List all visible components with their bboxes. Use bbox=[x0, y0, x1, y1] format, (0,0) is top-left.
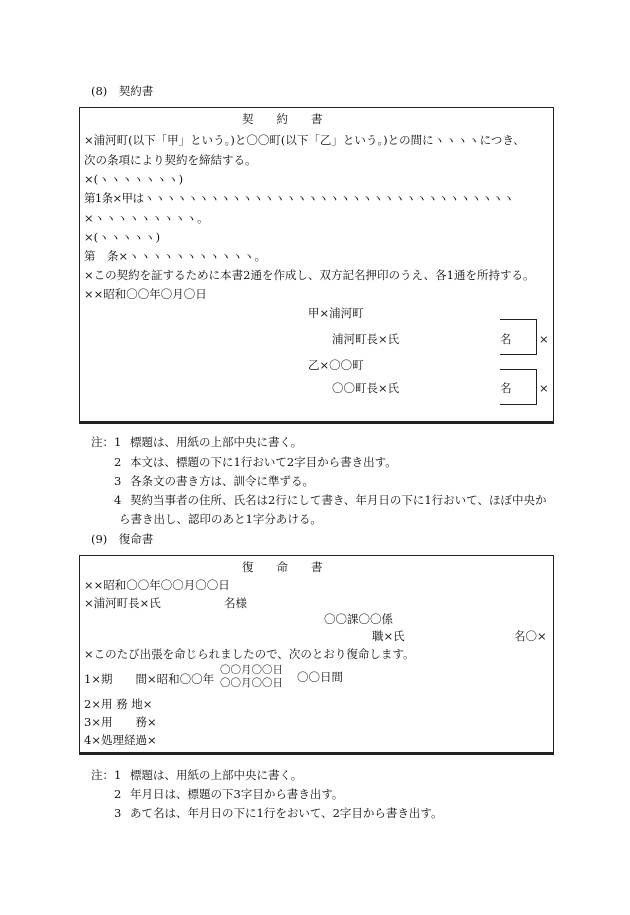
report-department: 〇〇課〇〇係 bbox=[324, 612, 393, 626]
contract-article-n: 第 条×ヽヽヽヽヽヽヽヽヽヽヽ。 bbox=[84, 249, 267, 263]
notes-9-item-1: 標題は、用紙の上部中央に書く。 bbox=[130, 768, 303, 782]
report-title: 復 命 書 bbox=[242, 560, 323, 574]
party-b-address: 乙×〇〇町 bbox=[308, 358, 364, 372]
party-b-seal-tick-bottom bbox=[500, 404, 506, 405]
section-8-heading: (8) 契約書 bbox=[91, 84, 154, 98]
contract-line-5: ×ヽヽヽヽヽヽヽヽヽ。 bbox=[84, 211, 209, 225]
party-b-seal-name: 名 bbox=[500, 381, 512, 395]
contract-date: ××昭和〇〇年〇月〇日 bbox=[84, 287, 207, 301]
party-b-seal-tick-top bbox=[500, 369, 506, 370]
contract-form-bottom-rule bbox=[79, 421, 554, 424]
party-a-representative: 浦河町長×氏 bbox=[332, 332, 400, 346]
notes-8-item-3-num: 3 bbox=[114, 474, 122, 488]
contract-line-1: ×浦河町(以下「甲」という。)と〇〇町(以下「乙」という。)との間にヽヽヽヽにつき、 bbox=[84, 133, 525, 147]
report-intro: ×このたび出張を命じられましたので、次のとおり復命します。 bbox=[84, 647, 415, 661]
contract-proof-line: ×この契約を証するために本書2通を作成し、双方記名押印のうえ、各1通を所持する。 bbox=[84, 268, 535, 282]
report-period-label: 1×期 間×昭和〇〇年 bbox=[84, 672, 215, 686]
party-a-seal-name: 名 bbox=[500, 332, 512, 346]
notes-8-item-4-num: 4 bbox=[114, 493, 122, 507]
party-a-seal-cross: × bbox=[539, 332, 549, 346]
report-period-to: 〇〇月〇〇日 bbox=[220, 677, 283, 689]
party-b-seal-cross: × bbox=[539, 381, 549, 395]
notes-9-item-2: 年月日は、標題の下3字目から書き出す。 bbox=[130, 787, 344, 801]
notes-9-item-2-num: 2 bbox=[114, 787, 122, 801]
notes-8-item-2-num: 2 bbox=[114, 455, 122, 469]
party-a-address: 甲×浦河町 bbox=[308, 306, 364, 320]
notes-8-item-4: 契約当事者の住所、氏名は2行にして書き、年月日の下に1行おいて、ほぼ中央か bbox=[130, 493, 547, 507]
report-process: 4×処理経過× bbox=[84, 733, 157, 747]
section-9-heading: (9) 復命書 bbox=[91, 532, 154, 546]
notes-8-item-2: 本文は、標題の下に1行おいて2字目から書き出す。 bbox=[130, 455, 397, 469]
party-b-representative: 〇〇町長×氏 bbox=[332, 381, 400, 395]
notes-9-item-1-num: 1 bbox=[114, 768, 122, 782]
report-name-mark: 名〇× bbox=[514, 629, 547, 643]
report-date: ××昭和〇〇年〇〇月〇〇日 bbox=[84, 578, 230, 592]
notes-9-item-3: あて名は、年月日の下に1行をおいて、2字目から書き出す。 bbox=[130, 806, 443, 820]
report-addressee-suffix: 名様 bbox=[224, 596, 247, 610]
notes-9-item-3-num: 3 bbox=[114, 806, 122, 820]
party-b-seal-box bbox=[504, 369, 537, 405]
contract-title: 契 約 書 bbox=[242, 112, 323, 126]
contract-line-3: ×(ヽヽヽヽヽヽヽ) bbox=[84, 172, 184, 186]
contract-line-6: ×(ヽヽヽヽヽ) bbox=[84, 230, 161, 244]
report-duty-location: 2×用 務 地× bbox=[84, 697, 153, 711]
report-period-days: 〇〇日間 bbox=[297, 670, 343, 684]
notes-8-lead: 注：1 bbox=[91, 435, 122, 449]
notes-8-item-1-num: 1 bbox=[114, 435, 122, 449]
party-a-seal-tick-bottom bbox=[500, 354, 506, 355]
report-form-bottom-rule bbox=[79, 752, 554, 755]
notes-9-lead: 注：1 bbox=[91, 768, 122, 782]
contract-article-1: 第1条×甲はヽヽヽヽヽヽヽヽヽヽヽヽヽヽヽヽヽヽヽヽヽヽヽヽヽヽヽヽヽヽヽヽヽヽ bbox=[84, 191, 514, 205]
party-a-seal-box bbox=[504, 319, 537, 355]
report-business: 3×用 務× bbox=[84, 715, 157, 729]
contract-line-2: 次の条項により契約を締結する。 bbox=[84, 153, 257, 167]
report-position: 職×氏 bbox=[372, 629, 405, 643]
notes-8-item-4-cont: ら書き出し、認印のあと1字分あける。 bbox=[119, 512, 322, 526]
report-addressee: ×浦河町長×氏 bbox=[84, 596, 161, 610]
notes-8-item-1: 標題は、用紙の上部中央に書く。 bbox=[130, 435, 303, 449]
party-a-seal-tick-top bbox=[500, 319, 506, 320]
notes-8-item-3: 各条文の書き方は、訓令に準ずる。 bbox=[130, 474, 314, 488]
report-period-from: 〇〇月〇〇日 bbox=[220, 664, 283, 676]
